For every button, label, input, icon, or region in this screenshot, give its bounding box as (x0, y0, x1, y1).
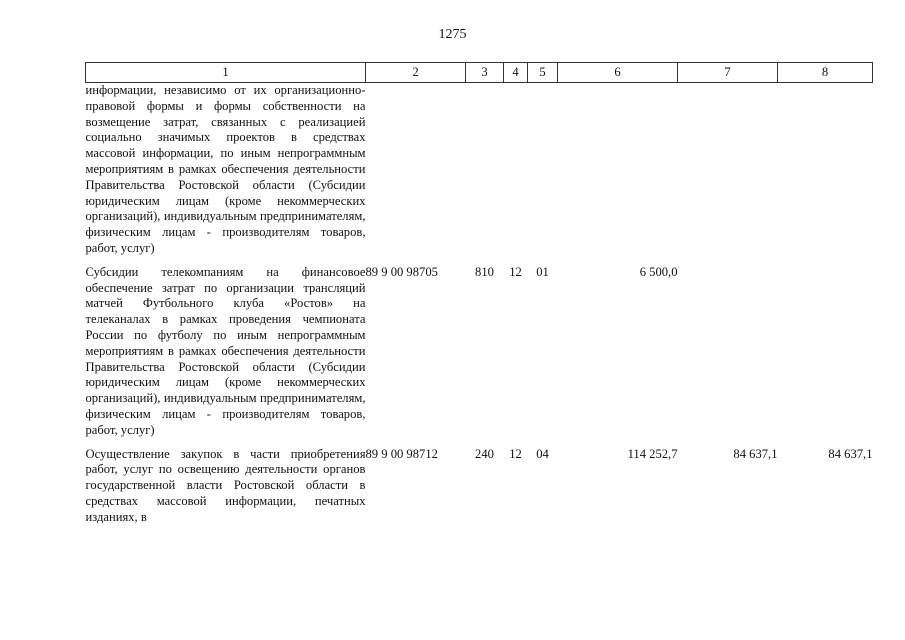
column-header: 6 (558, 63, 678, 83)
amount-year-2 (678, 265, 778, 439)
column-header: 2 (366, 63, 466, 83)
expense-type (466, 83, 504, 257)
column-header: 8 (778, 63, 873, 83)
target-article-code: 89 9 00 98712 (365, 446, 438, 461)
target-article-code (366, 83, 466, 257)
page-number: 1275 (438, 27, 467, 42)
section: 12 (509, 264, 522, 279)
expense-type: 810 (475, 264, 494, 279)
amount-year-3: 84 637,1 (828, 446, 873, 461)
amount-year-3 (778, 83, 873, 257)
expense-type: 240 (475, 446, 494, 461)
column-header: 7 (678, 63, 778, 83)
row-spacer (86, 257, 873, 265)
amount-year-3 (778, 265, 873, 439)
amount-year-1: 6 500,0 (639, 264, 678, 279)
column-header: 5 (528, 63, 558, 83)
subsection: 04 (536, 446, 549, 461)
subsection: 01 (536, 264, 549, 279)
budget-table (85, 62, 873, 526)
column-header: 3 (466, 63, 504, 83)
amount-year-2: 84 637,1 (733, 446, 778, 461)
table-row (86, 447, 873, 526)
row-name: информации, независимо от их организационно-правовой формы и формы собственности на возмещение затрат, связанных с реализацией социально значимых проектов в средствах массовой информации, по иным непрограммным мероприятиям в рамках обеспечения деятельности Правительства Ростовской области (Субсидии юридическим лицам (кроме некоммерческих организаций), индивидуальным предпринимателям, физическим лицам - производителям товаров, работ, услуг) (85, 83, 366, 255)
row-spacer (86, 439, 873, 447)
table-row (86, 83, 873, 257)
column-header: 1 (86, 63, 366, 83)
section: 12 (509, 446, 522, 461)
row-name: Субсидии телекомпаниям на финансовое обеспечение затрат по организации трансляций матчей Футбольного клуба «Ростов» на телеканалах в рамках проведения чемпионата России по футболу по иным непрограммным мероприятиям в рамках обеспечения деятельности Правительства Ростовской области (Субсидии юридическим лицам (кроме некоммерческих организаций), индивидуальным предпринимателям, физическим лицам - производителям товаров, работ, услуг) (85, 264, 366, 437)
column-header: 4 (504, 63, 528, 83)
amount-year-1: 114 252,7 (627, 446, 678, 461)
amount-year-2 (678, 83, 778, 257)
section (504, 83, 528, 257)
table-row (86, 265, 873, 439)
amount-year-1 (558, 83, 678, 257)
row-name: Осуществление закупок в части приобретения работ, услуг по освещению деятельности органов государственной власти Ростовской области в средствах массовой информации, печатных изданиях, в (85, 446, 366, 524)
table-header-row (86, 63, 873, 83)
target-article-code: 89 9 00 98705 (365, 264, 438, 279)
subsection (528, 83, 558, 257)
